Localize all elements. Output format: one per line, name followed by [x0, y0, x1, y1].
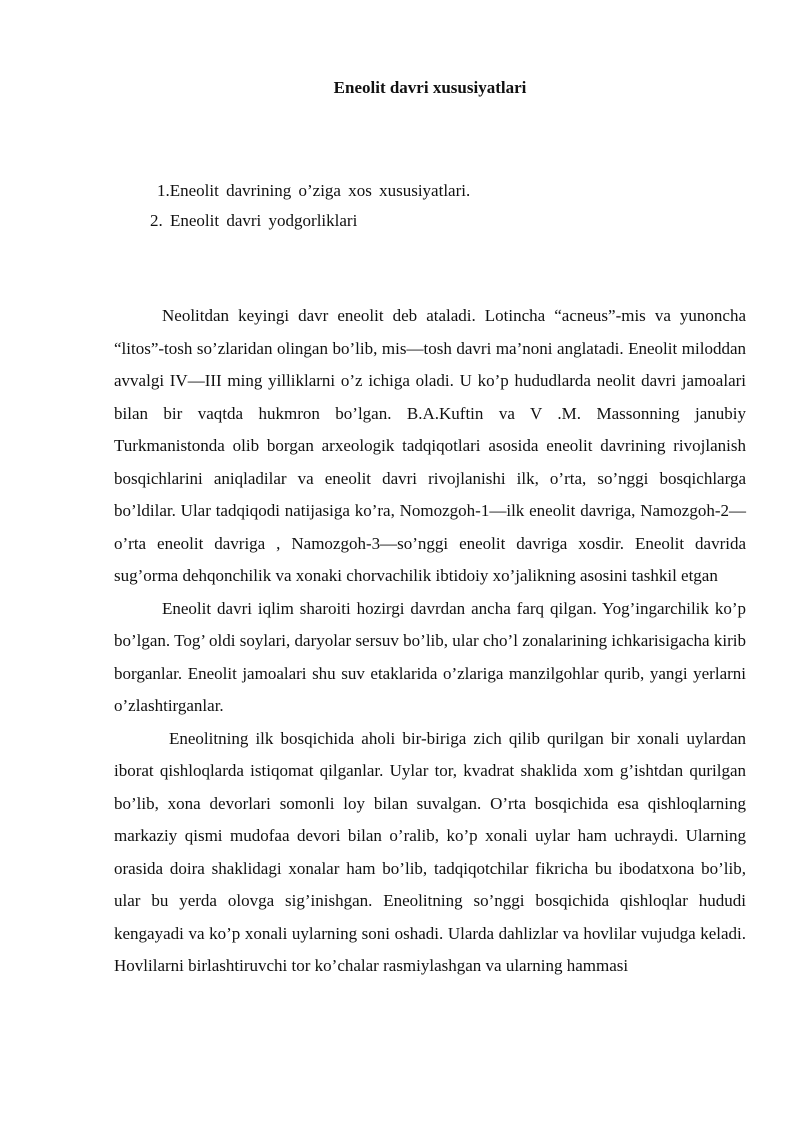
plan-item-2: 2. Eneolit davri yodgorliklari: [150, 211, 358, 230]
paragraph-2: Eneolit davri iqlim sharoiti hozirgi davrdan ancha farq qilgan. Yog’ingarchilik ko’p bo’lgan. Tog’ oldi soylari, daryolar sersuv bo’lib, ular cho’l zonalarining ichkarisigacha kirib borganlar. Eneolit jamoalari shu suv etaklarida o’zlariga manzilgohlar qurib, yangi yerlarni o’zlashtirganlar.: [114, 598, 746, 715]
paragraph-1: Neolitdan keyingi davr eneolit deb ataladi. Lotincha “acneus”-mis va yunoncha “litos”-tosh so’zlaridan olingan bo’lib, mis—tosh davri ma’noni anglatadi. Eneolit miloddan avvalgi IV—III ming yilliklarni o’z ichiga oladi. U ko’p hududlarda neolit davri jamoalari bilan bir vaqtda hukmron bo’lgan. B.A.Kuftin va V .M. Massonning janubiy Turkmanistonda olib borgan arxeologik tadqiqotlari asosida eneolit davrining rivojlanish bosqichlarini aniqladilar va eneolit davri rivojlanishi ilk, o’rta, so’nggi bosqichlarga bo’ldilar. Ular tadqiqodi natijasiga ko’ra, Nomozgoh-1—ilk eneolit davriga, Namozgoh-2— o’rta eneolit davriga , Namozgoh-3—so’nggi eneolit davriga xosdir. Eneolit davrida sug’orma dehqonchilik va xonaki chorvachilik ibtidoiy xo’jalikning asosini tashkil etgan: [114, 306, 746, 585]
plan-item-1: 1.Eneolit davrining o’ziga xos xususiyatlari.: [157, 181, 471, 200]
paragraph-3: Eneolitning ilk bosqichida aholi bir-biriga zich qilib qurilgan bir xonali uylardan iborat qishloqlarda istiqomat qilganlar. Uylar tor, kvadrat shaklida xom g’ishtdan qurilgan bo’lib, xona devorlari somonli loy bilan suvalgan. O’rta bosqichida esa qishloqlarning markaziy qismi mudofaa devori bilan o’ralib, ko’p xonali uylar ham uchraydi. Ularning orasida doira shaklidagi xonalar ham bo’lib, tadqiqotchilar fikricha bu ibodatxona bo’lib, ular bu yerda olovga sig’inishgan. Eneolitning so’nggi bosqichida qishloqlar hududi kengayadi va ko’p xonali uylarning soni oshadi. Ularda dahlizlar va hovlilar vujudga keladi. Hovlilarni birlashtiruvchi tor ko’chalar rasmiylashgan va ularning hammasi: [114, 728, 746, 975]
document-body: [114, 300, 746, 983]
document-title: Eneolit davri xususiyatlari: [333, 78, 527, 97]
topic-plan-list: [150, 176, 470, 236]
